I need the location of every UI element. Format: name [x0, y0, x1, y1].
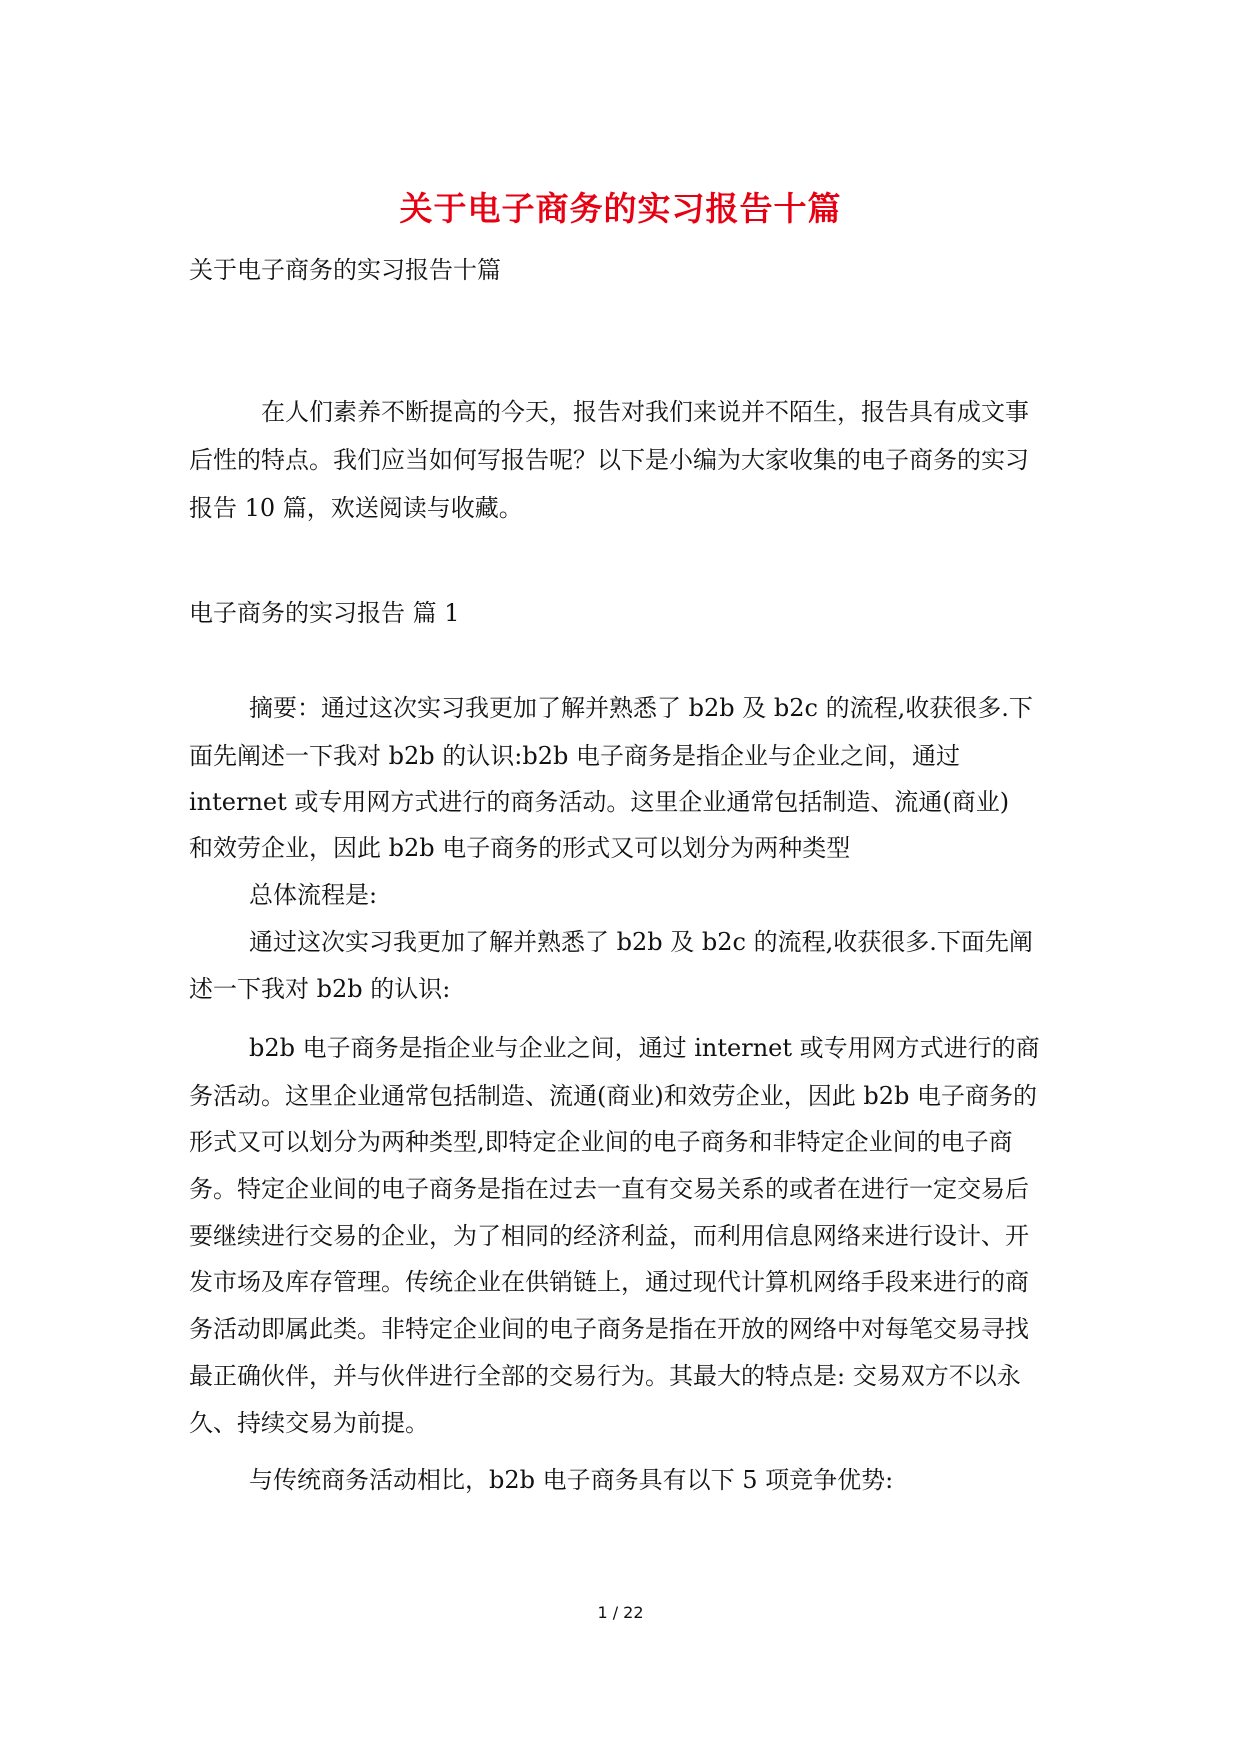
b2b-line-2: 务活动。这里企业通常包括制造、流通(商业)和效劳企业，因此 b2b 电子商务的 — [189, 1082, 1037, 1110]
b2b-line-3: 形式又可以划分为两种类型,即特定企业间的电子商务和非特定企业间的电子商 — [189, 1128, 1013, 1156]
abstract-line-1: 摘要：通过这次实习我更加了解并熟悉了 b2b 及 b2c 的流程,收获很多.下 — [249, 694, 1033, 722]
document-title: 关于电子商务的实习报告十篇 — [399, 189, 842, 228]
abstract-line-3: internet 或专用网方式进行的商务活动。这里企业通常包括制造、流通(商业) — [189, 788, 1010, 816]
page-number: 1 / 22 — [597, 1603, 644, 1622]
b2b-line-8: 最正确伙伴，并与伙伴进行全部的交易行为。其最大的特点是: 交易双方不以永 — [189, 1362, 1021, 1390]
b2b-line-9: 久、持续交易为前提。 — [189, 1409, 429, 1437]
intro-line-1: 在人们素养不断提高的今天，报告对我们来说并不陌生，报告具有成文事 — [261, 398, 1029, 426]
b2b-line-4: 务。特定企业间的电子商务是指在过去一直有交易关系的或者在进行一定交易后 — [189, 1175, 1029, 1203]
b2b-line-6: 发市场及库存管理。传统企业在供销链上，通过现代计算机网络手段来进行的商 — [189, 1268, 1029, 1296]
section-heading: 电子商务的实习报告 篇 1 — [189, 599, 460, 627]
b2b-line-7: 务活动即属此类。非特定企业间的电子商务是指在开放的网络中对每笔交易寻找 — [189, 1315, 1029, 1343]
document-subtitle: 关于电子商务的实习报告十篇 — [189, 256, 501, 284]
advantages-line: 与传统商务活动相比，b2b 电子商务具有以下 5 项竞争优势: — [249, 1466, 894, 1494]
intro-line-3: 报告 10 篇，欢送阅读与收藏。 — [189, 494, 523, 522]
abstract-line-4: 和效劳企业，因此 b2b 电子商务的形式又可以划分为两种类型 — [189, 834, 851, 862]
abstract-line-2: 面先阐述一下我对 b2b 的认识:b2b 电子商务是指企业与企业之间，通过 — [189, 742, 960, 770]
flow-label: 总体流程是: — [249, 881, 378, 909]
b2b-line-5: 要继续进行交易的企业，为了相同的经济利益，而利用信息网络来进行设计、开 — [189, 1222, 1029, 1250]
b2b-line-1: b2b 电子商务是指企业与企业之间，通过 internet 或专用网方式进行的商 — [249, 1034, 1040, 1062]
intro-line-2: 后性的特点。我们应当如何写报告呢？以下是小编为大家收集的电子商务的实习 — [189, 446, 1029, 474]
flow-line-2: 述一下我对 b2b 的认识: — [189, 975, 451, 1003]
flow-line-1: 通过这次实习我更加了解并熟悉了 b2b 及 b2c 的流程,收获很多.下面先阐 — [249, 928, 1033, 956]
